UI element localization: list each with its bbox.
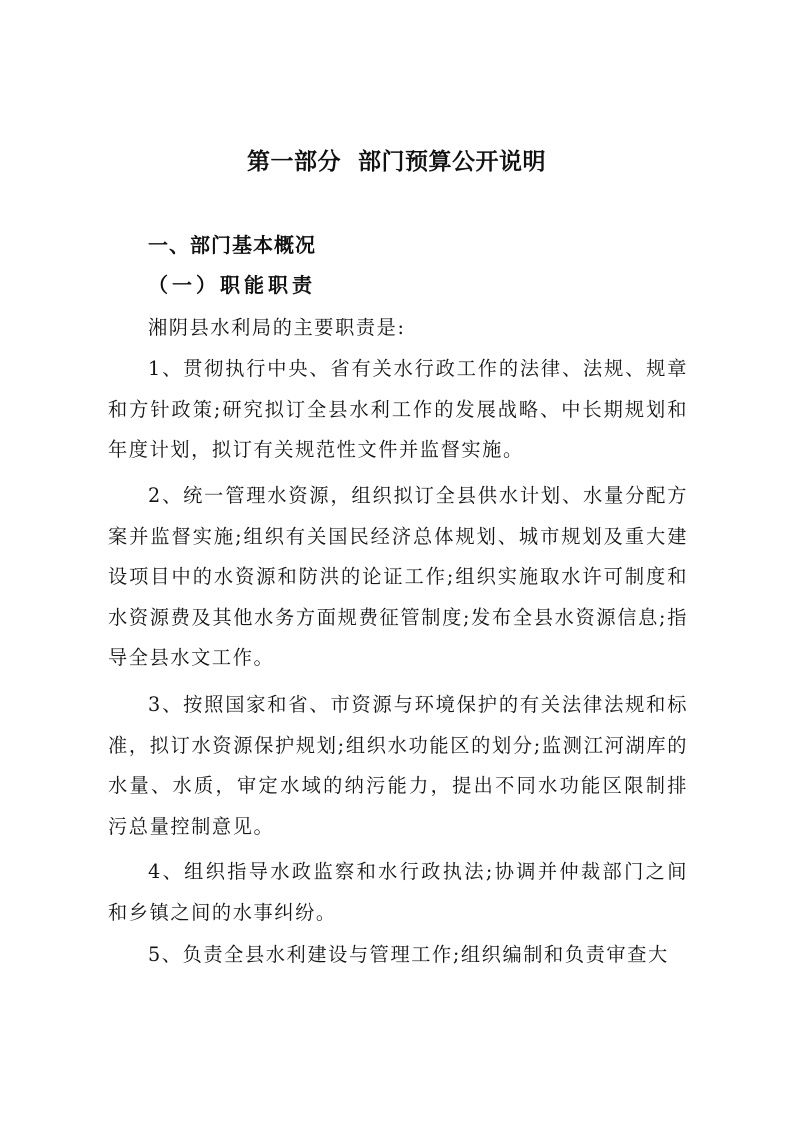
- duty-paragraph-5: 5、负责全县水利建设与管理工作;组织编制和负责审查大: [148, 943, 669, 966]
- subsection-heading: （一）职能职责: [148, 273, 316, 297]
- intro-paragraph: 湘阴县水利局的主要职责是:: [148, 316, 406, 339]
- section-heading: 一、部门基本概况: [148, 233, 316, 257]
- duty-paragraph-2: 2、统一管理水资源，组织拟订全县供水计划、水量分配方案并监督实施;组织有关国民经济总体规划、城市规划及重大建设项目中的水资源和防洪的论证工作;组织实施取水许可制度和水资源费及其他水务方面规费征管制度;发布全县水资源信息;指导全县水文工作。: [108, 484, 688, 670]
- page-title: 第一部分 部门预算公开说明: [246, 149, 546, 175]
- duty-paragraph-4: 4、组织指导水政监察和水行政执法;协调并仲裁部门之间和乡镇之间的水事纠纷。: [108, 860, 688, 924]
- duty-paragraph-3: 3、按照国家和省、市资源与环境保护的有关法律法规和标准，拟订水资源保护规划;组织水功能区的划分;监测江河湖库的水量、水质，审定水域的纳污能力，提出不同水功能区限制排污总量控制意见。: [108, 693, 688, 838]
- duty-paragraph-1: 1、贯彻执行中央、省有关水行政工作的法律、法规、规章和方针政策;研究拟订全县水利工作的发展战略、中长期规划和年度计划，拟订有关规范性文件并监督实施。: [108, 357, 688, 462]
